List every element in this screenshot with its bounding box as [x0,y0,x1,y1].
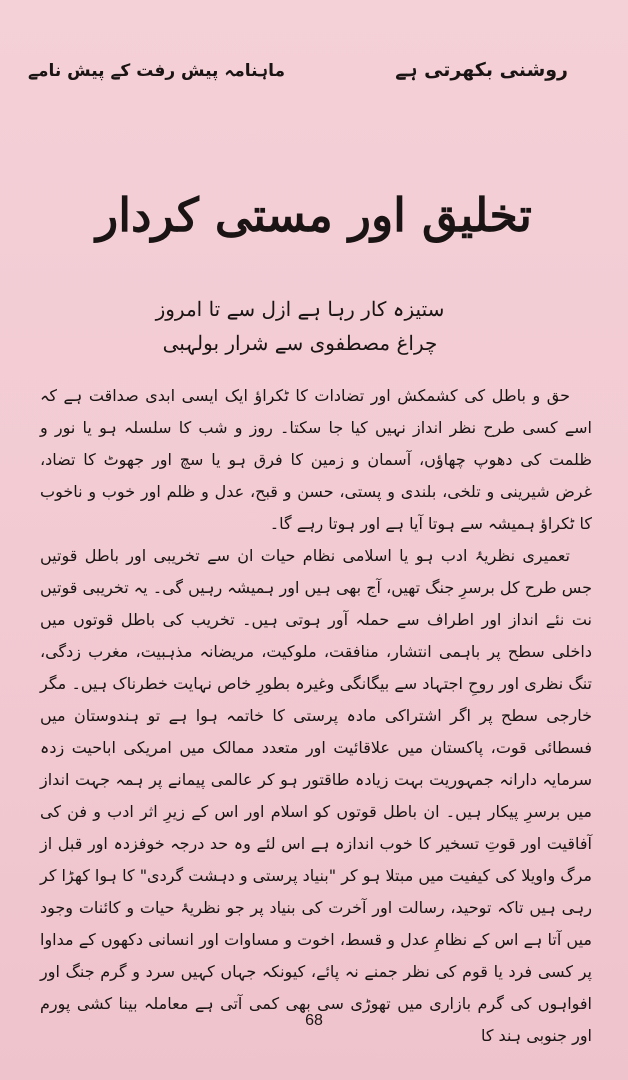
couplet-line-1: ستیزہ کار رہا ہے ازل سے تا امروز [155,297,445,321]
paragraph-2: تعمیری نظریۂ ادب ہو یا اسلامی نظام حیات ان سے تخریبی اور باطل قوتیں جس طرح کل برسرِ جنگ تھیں، آج بھی ہیں اور ہمیشہ رہیں گی۔ یہ تخریبی قوتیں نت نئے انداز اور اطراف سے حملہ آور ہوتی ہیں۔ تخریب کی باطل قوتوں میں داخلی سطح پر باہمی انتشار، منافقت، ملوکیت، مریضانہ مذہبیت، مغرب زدگی، تنگ نظری اور روحِ اجتہاد سے بیگانگی وغیرہ بطورِ خاص نہایت خطرناک ہیں۔ مگر خارجی سطح پر اگر اشتراکی مادہ پرستی کا خاتمہ ہوا ہے تو ہندوستان میں فسطائی قوت، پاکستان میں علاقائیت اور متعدد ممالک میں امریکی اباحیت زدہ سرمایہ دارانہ جمہوریت بہت زیادہ طاقتور ہو کر عالمی پیمانے پر ہمہ جہت انداز میں برسرِ پیکار ہیں۔ ان باطل قوتوں کو اسلام اور اس کے زیرِ اثر ادب و فن کی آفاقیت اور قوتِ تسخیر کا خوب اندازہ ہے اس لئے وہ حد درجہ خوفزدہ اور قبل از مرگ واویلا کی کیفیت میں مبتلا ہو کر "بنیاد پرستی و دہشت گردی" کا ہوا کھڑا کر رہی ہیں تاکہ توحید، رسالت اور آخرت کی بنیاد پر جو نظریۂ حیات و کائنات وجود میں آتا ہے اس کے نظامِ عدل و قسط، اخوت و مساوات اور انسانی دکھوں کے مداوا پر کسی فرد یا قوم کی نظر جمنے نہ پائے، کیونکہ جہاں کہیں سرد و گرم جنگ اور افواہوں کی گرم بازاری میں تھوڑی سی بھی کمی آتی ہے معاملہ بینا کشی پورم اور جنوبی ہند کا [40,546,592,1045]
paragraph-1: حق و باطل کی کشمکش اور تضادات کا ٹکراؤ ایک ایسی ابدی صداقت ہے کہ اسے کسی طرح نظر انداز نہیں کیا جا سکتا۔ روز و شب کا سلسلہ ہو یا نور و ظلمت کی دھوپ چھاؤں، آسمان و زمین کا فرق ہو یا سچ اور جھوٹ کا تضاد، غرض شیرینی و تلخی، بلندی و پستی، حسن و قبح، عدل و ظلم اور خوب و ناخوب کا ٹکراؤ ہمیشہ سے ہوتا آیا ہے اور ہوتا رہے گا۔ [40,386,592,533]
running-header [28,52,568,88]
article-body [40,380,592,1052]
header-section-title: روشنی بکھرتی ہے [395,59,568,81]
epigraph-couplet [150,292,450,360]
article-title: تخلیق اور مستی کردار [96,188,532,242]
page-number: 68 [305,1012,323,1029]
couplet-line-2: چراغ مصطفوی سے شرار بولہبی [162,331,438,355]
header-publication-name: ماہنامہ پیش رفت کے پیش نامے [28,60,285,81]
